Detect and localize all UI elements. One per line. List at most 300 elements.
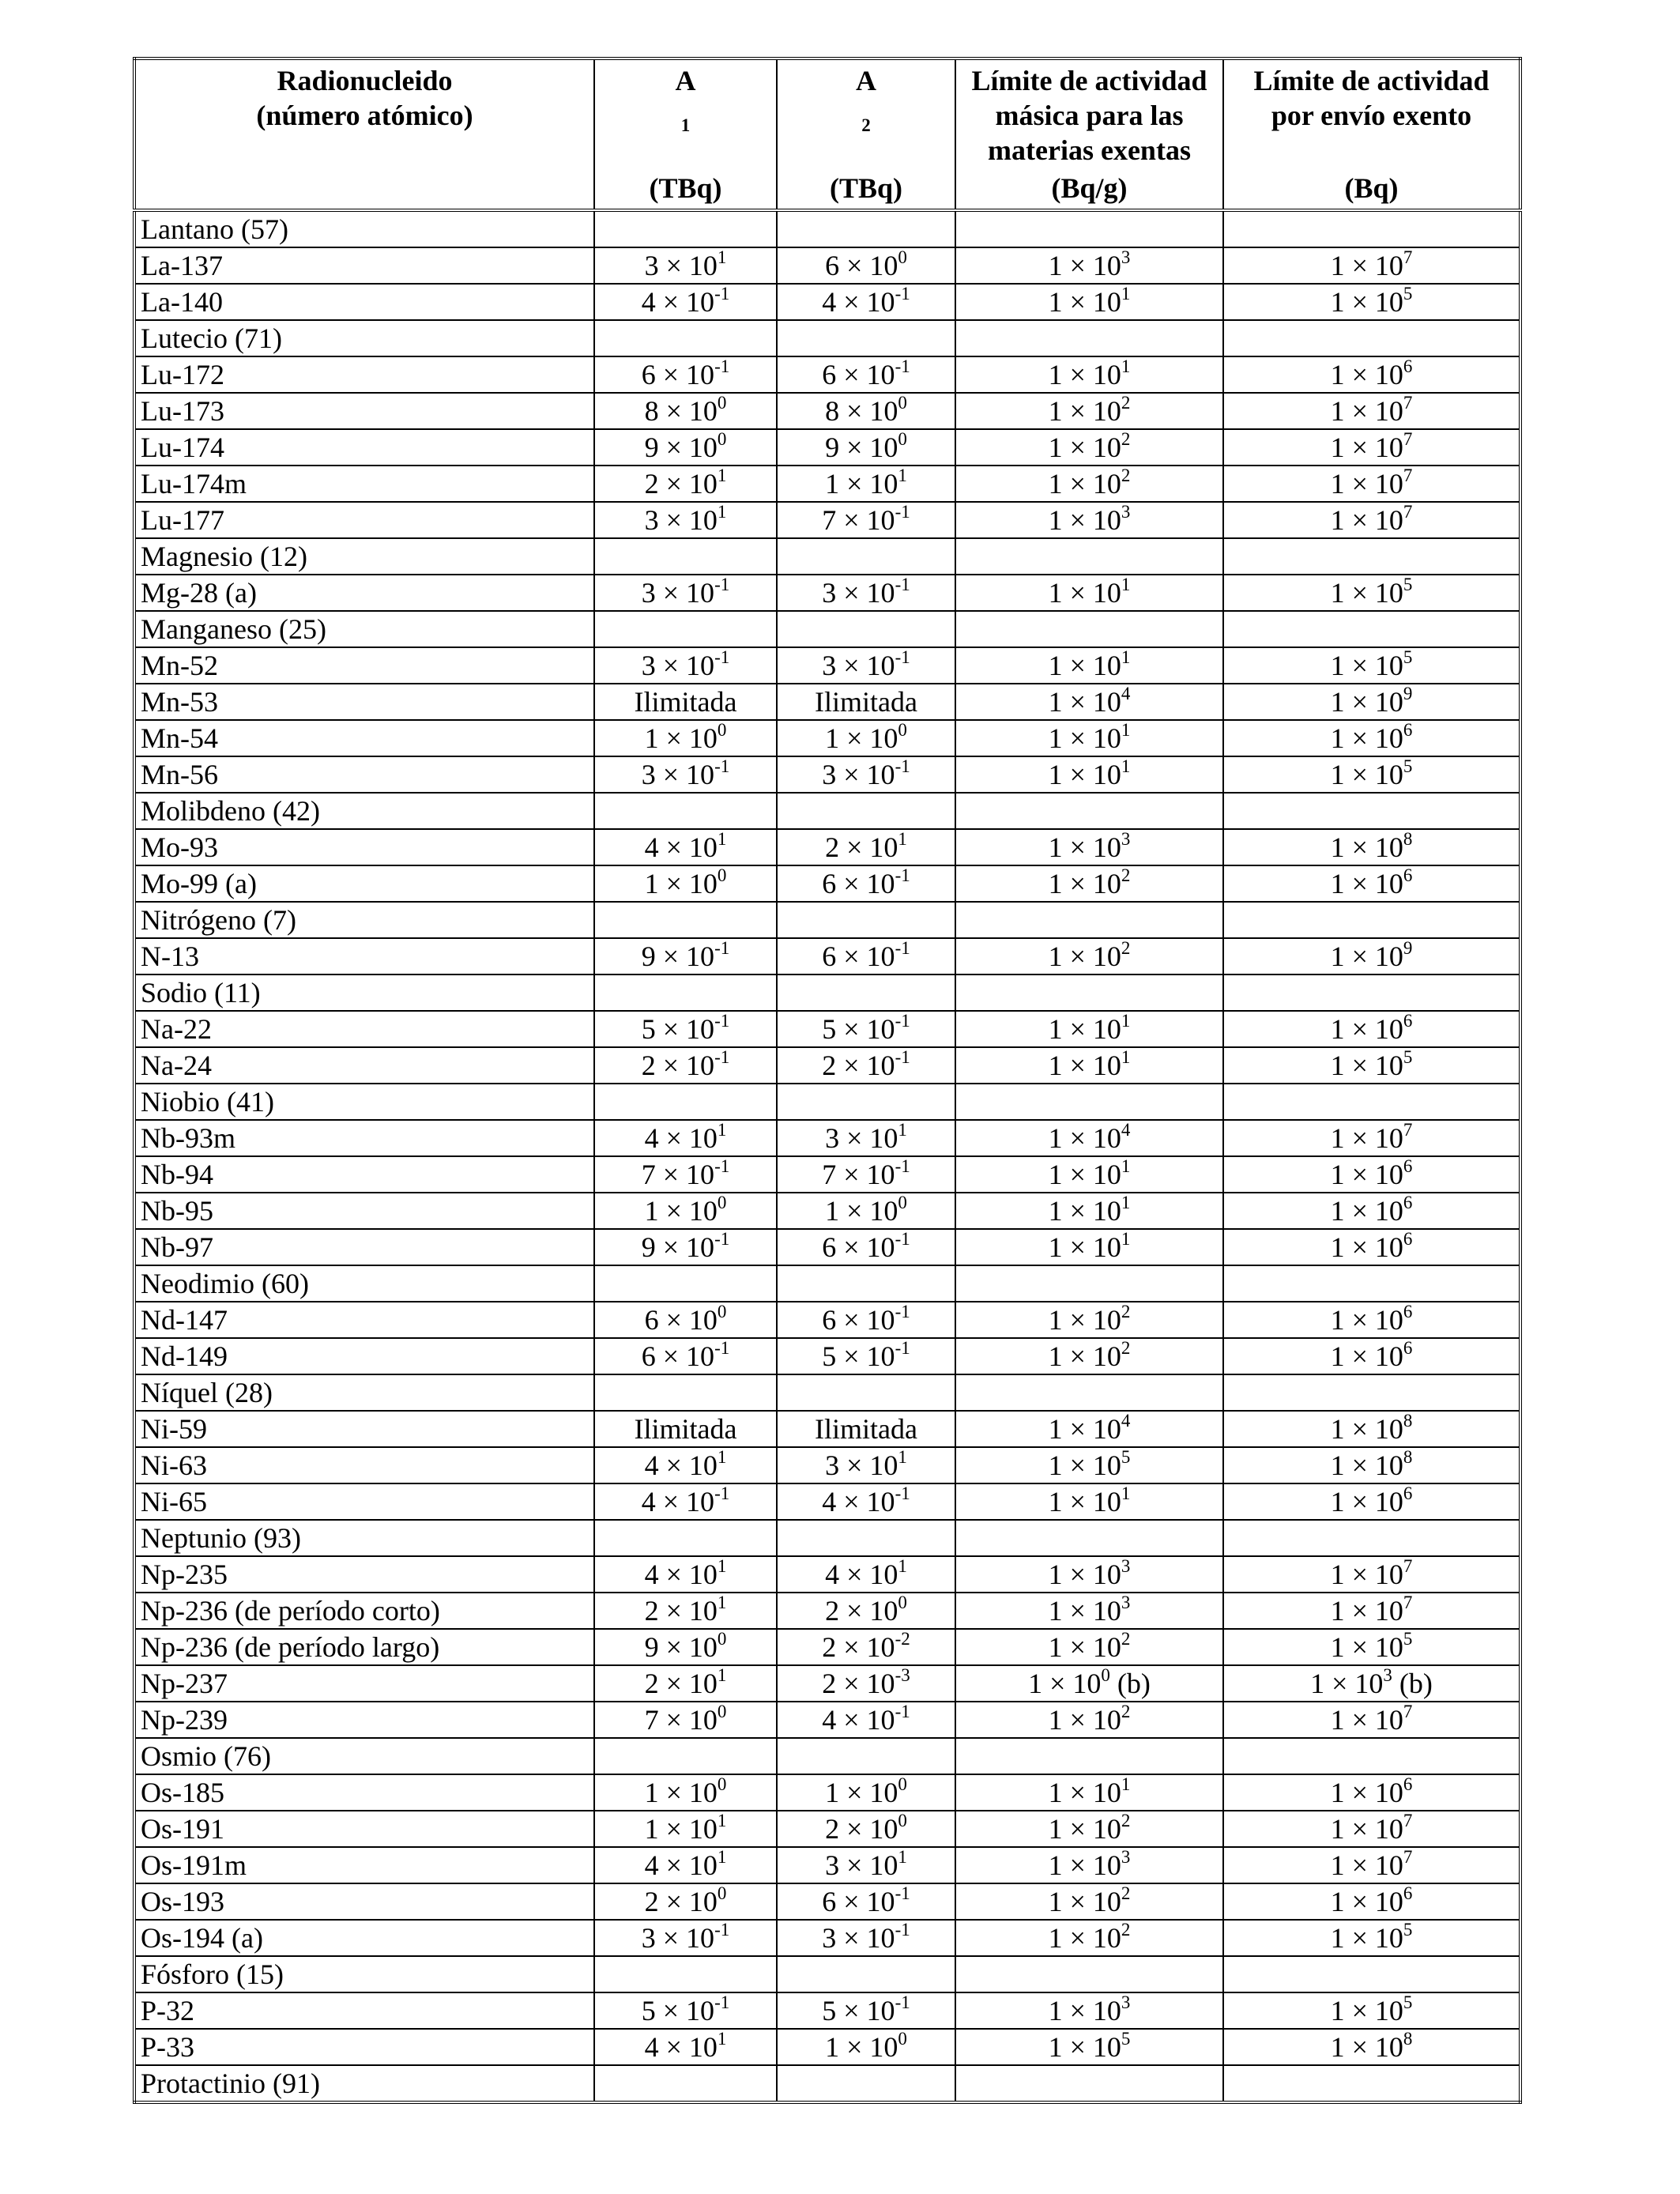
mass-limit-value: $1 \times 10^2$ [955, 1702, 1223, 1738]
nuclide-name: Lu-174 [134, 429, 594, 466]
a1-value [594, 320, 777, 356]
shipment-limit-value: $1 \times 10^5$ [1223, 1920, 1520, 1956]
a1-value: $4 \times 10^1$ [594, 1847, 777, 1883]
shipment-limit-value: $1 \times 10^6$ [1223, 1193, 1520, 1229]
a1-value: $9 \times 10^0$ [594, 1629, 777, 1665]
element-name: Magnesio (12) [134, 538, 594, 575]
a1-value: $2 \times 10^1$ [594, 1665, 777, 1702]
mass-limit-value [955, 1265, 1223, 1302]
a2-value: $6 \times 10^{-1}$ [777, 865, 955, 902]
mass-limit-value: $1 \times 10^4$ [955, 1120, 1223, 1156]
nuclide-row [134, 502, 1520, 538]
shipment-limit-value: $1 \times 10^9$ [1223, 938, 1520, 974]
element-name: Níquel (28) [134, 1374, 594, 1411]
mass-limit-value: $1 \times 10^2$ [955, 1302, 1223, 1338]
a1-value: $1 \times 10^0$ [594, 865, 777, 902]
a2-value: $2 \times 10^{-2}$ [777, 1629, 955, 1665]
nuclide-name: Os-191 [134, 1811, 594, 1847]
element-group-row [134, 1956, 1520, 1992]
nuclide-name: Np-236 (de período corto) [134, 1593, 594, 1629]
mass-limit-value [955, 793, 1223, 829]
nuclide-name: Lu-177 [134, 502, 594, 538]
a1-value: $3 \times 10^{-1}$ [594, 575, 777, 611]
a2-value: $3 \times 10^{-1}$ [777, 575, 955, 611]
shipment-limit-value [1223, 1956, 1520, 1992]
shipment-limit-value: $1 \times 10^6$ [1223, 1156, 1520, 1193]
mass-limit-value: $1 \times 10^1$ [955, 720, 1223, 756]
nuclide-row [134, 1702, 1520, 1738]
a2-value: $2 \times 10^1$ [777, 829, 955, 865]
shipment-limit-value: $1 \times 10^6$ [1223, 356, 1520, 393]
a2-value: Ilimitada [777, 1411, 955, 1447]
a1-value: $2 \times 10^{-1}$ [594, 1047, 777, 1084]
a2-value: $1 \times 10^0$ [777, 720, 955, 756]
a2-value: $3 \times 10^1$ [777, 1847, 955, 1883]
a2-value [777, 1738, 955, 1774]
mass-limit-value: $1 \times 10^2$ [955, 1920, 1223, 1956]
mass-limit-value: $1 \times 10^3$ [955, 1992, 1223, 2029]
shipment-limit-value [1223, 538, 1520, 575]
shipment-limit-value: $1 \times 10^7$ [1223, 1120, 1520, 1156]
a1-value [594, 974, 777, 1011]
mass-limit-value: $1 \times 10^1$ [955, 356, 1223, 393]
a1-value: $3 \times 10^1$ [594, 502, 777, 538]
mass-limit-value [955, 538, 1223, 575]
a1-value [594, 1520, 777, 1556]
shipment-limit-value: $1 \times 10^5$ [1223, 647, 1520, 684]
a2-value: $3 \times 10^{-1}$ [777, 647, 955, 684]
element-group-row [134, 1374, 1520, 1411]
mass-limit-value: $1 \times 10^2$ [955, 865, 1223, 902]
a2-value: $5 \times 10^{-1}$ [777, 1011, 955, 1047]
nuclide-name: Nd-147 [134, 1302, 594, 1338]
mass-limit-value: $1 \times 10^1$ [955, 1193, 1223, 1229]
element-group-row [134, 2065, 1520, 2102]
a2-value [777, 1265, 955, 1302]
nuclide-row [134, 1193, 1520, 1229]
nuclide-name: Mo-99 (a) [134, 865, 594, 902]
nuclide-name: N-13 [134, 938, 594, 974]
shipment-limit-value: $1 \times 10^7$ [1223, 1847, 1520, 1883]
nuclide-name: La-137 [134, 247, 594, 284]
a1-value [594, 210, 777, 247]
nuclide-row [134, 756, 1520, 793]
a2-value: $8 \times 10^0$ [777, 393, 955, 429]
a2-value: $1 \times 10^0$ [777, 1193, 955, 1229]
a2-value: $6 \times 10^{-1}$ [777, 938, 955, 974]
nuclide-row [134, 356, 1520, 393]
nuclide-row [134, 1665, 1520, 1702]
nuclide-row [134, 1847, 1520, 1883]
shipment-limit-value: $1 \times 10^7$ [1223, 466, 1520, 502]
a1-value: $4 \times 10^{-1}$ [594, 1483, 777, 1520]
nuclide-name: Ni-63 [134, 1447, 594, 1483]
nuclide-row [134, 1338, 1520, 1374]
header-radionuclide: Radionucleido (número atómico) [134, 58, 594, 210]
mass-limit-value: $1 \times 10^2$ [955, 1338, 1223, 1374]
shipment-limit-value: $1 \times 10^8$ [1223, 829, 1520, 865]
a2-value: $1 \times 10^0$ [777, 2029, 955, 2065]
mass-limit-value: $1 \times 10^0$ (b) [955, 1665, 1223, 1702]
document-page [133, 57, 1519, 2104]
a2-value: $3 \times 10^{-1}$ [777, 756, 955, 793]
nuclide-row [134, 1229, 1520, 1265]
a2-value [777, 2065, 955, 2102]
a1-value: $5 \times 10^{-1}$ [594, 1011, 777, 1047]
mass-limit-value: $1 \times 10^2$ [955, 466, 1223, 502]
element-name: Protactinio (91) [134, 2065, 594, 2102]
element-group-row [134, 1738, 1520, 1774]
mass-limit-value: $1 \times 10^1$ [955, 575, 1223, 611]
shipment-limit-value: $1 \times 10^7$ [1223, 1593, 1520, 1629]
nuclide-name: Np-237 [134, 1665, 594, 1702]
shipment-limit-value [1223, 611, 1520, 647]
nuclide-row [134, 247, 1520, 284]
nuclide-name: Np-239 [134, 1702, 594, 1738]
nuclide-row [134, 393, 1520, 429]
element-group-row [134, 611, 1520, 647]
a2-value: $6 \times 10^{-1}$ [777, 1302, 955, 1338]
element-group-row [134, 1520, 1520, 1556]
shipment-limit-value: $1 \times 10^6$ [1223, 1483, 1520, 1520]
element-group-row [134, 1265, 1520, 1302]
nuclide-name: Lu-173 [134, 393, 594, 429]
nuclide-name: Lu-172 [134, 356, 594, 393]
a2-value: $1 \times 10^1$ [777, 466, 955, 502]
nuclide-name: Os-194 (a) [134, 1920, 594, 1956]
mass-limit-value: $1 \times 10^3$ [955, 502, 1223, 538]
nuclide-name: Ni-65 [134, 1483, 594, 1520]
nuclide-name: Nd-149 [134, 1338, 594, 1374]
shipment-limit-value [1223, 902, 1520, 938]
nuclide-name: Np-236 (de período largo) [134, 1629, 594, 1665]
a2-value: $4 \times 10^{-1}$ [777, 1483, 955, 1520]
shipment-limit-value: $1 \times 10^7$ [1223, 1702, 1520, 1738]
shipment-limit-value: $1 \times 10^9$ [1223, 684, 1520, 720]
a1-value: $2 \times 10^0$ [594, 1883, 777, 1920]
shipment-limit-value: $1 \times 10^5$ [1223, 1992, 1520, 2029]
element-name: Sodio (11) [134, 974, 594, 1011]
shipment-limit-value [1223, 1520, 1520, 1556]
a2-value: $3 \times 10^{-1}$ [777, 1920, 955, 1956]
shipment-limit-value [1223, 1084, 1520, 1120]
a1-value: $4 \times 10^1$ [594, 1120, 777, 1156]
shipment-limit-value [1223, 1265, 1520, 1302]
mass-limit-value: $1 \times 10^1$ [955, 1156, 1223, 1193]
nuclide-row [134, 284, 1520, 320]
mass-limit-value [955, 210, 1223, 247]
a1-value: $7 \times 10^{-1}$ [594, 1156, 777, 1193]
shipment-limit-value [1223, 974, 1520, 1011]
shipment-limit-value: $1 \times 10^5$ [1223, 1047, 1520, 1084]
shipment-limit-value: $1 \times 10^6$ [1223, 1229, 1520, 1265]
a2-value: $5 \times 10^{-1}$ [777, 1992, 955, 2029]
a2-value: $4 \times 10^{-1}$ [777, 284, 955, 320]
mass-limit-value: $1 \times 10^3$ [955, 829, 1223, 865]
shipment-limit-value: $1 \times 10^5$ [1223, 1629, 1520, 1665]
a1-value: $9 \times 10^{-1}$ [594, 938, 777, 974]
nuclide-row [134, 647, 1520, 684]
a2-value [777, 793, 955, 829]
shipment-limit-value: $1 \times 10^7$ [1223, 247, 1520, 284]
a1-value: $6 \times 10^0$ [594, 1302, 777, 1338]
element-name: Manganeso (25) [134, 611, 594, 647]
a1-value: $1 \times 10^0$ [594, 1774, 777, 1811]
shipment-limit-value: $1 \times 10^7$ [1223, 1811, 1520, 1847]
nuclide-row [134, 1811, 1520, 1847]
nuclide-name: Nb-97 [134, 1229, 594, 1265]
a1-value: $5 \times 10^{-1}$ [594, 1992, 777, 2029]
mass-limit-value: $1 \times 10^1$ [955, 1229, 1223, 1265]
a1-value: $4 \times 10^{-1}$ [594, 284, 777, 320]
shipment-limit-value: $1 \times 10^8$ [1223, 1411, 1520, 1447]
a1-value: $3 \times 10^{-1}$ [594, 647, 777, 684]
element-group-row [134, 974, 1520, 1011]
nuclide-row [134, 1011, 1520, 1047]
nuclide-row [134, 1302, 1520, 1338]
mass-limit-value [955, 2065, 1223, 2102]
element-name: Neodimio (60) [134, 1265, 594, 1302]
shipment-limit-value [1223, 793, 1520, 829]
a2-value [777, 902, 955, 938]
header-mass-activity-limit: Límite de actividad másica para las materias exentas (Bq/g) [955, 58, 1223, 210]
shipment-limit-value [1223, 320, 1520, 356]
shipment-limit-value: $1 \times 10^7$ [1223, 393, 1520, 429]
shipment-limit-value [1223, 1374, 1520, 1411]
a1-value: Ilimitada [594, 1411, 777, 1447]
a1-value: $4 \times 10^1$ [594, 1556, 777, 1593]
nuclide-row [134, 1556, 1520, 1593]
nuclide-name: Mn-54 [134, 720, 594, 756]
nuclide-row [134, 1156, 1520, 1193]
a2-value [777, 1084, 955, 1120]
nuclide-name: Mg-28 (a) [134, 575, 594, 611]
nuclide-name: P-33 [134, 2029, 594, 2065]
nuclide-name: Os-191m [134, 1847, 594, 1883]
a1-value: $1 \times 10^0$ [594, 1193, 777, 1229]
a1-value: $6 \times 10^{-1}$ [594, 1338, 777, 1374]
mass-limit-value: $1 \times 10^3$ [955, 1556, 1223, 1593]
nuclide-name: P-32 [134, 1992, 594, 2029]
a1-value: $3 \times 10^{-1}$ [594, 756, 777, 793]
header-a2: A $_2$ (TBq) [777, 58, 955, 210]
a2-value: Ilimitada [777, 684, 955, 720]
a2-value: $2 \times 10^0$ [777, 1811, 955, 1847]
shipment-limit-value: $1 \times 10^5$ [1223, 575, 1520, 611]
a2-value: $6 \times 10^{-1}$ [777, 356, 955, 393]
nuclide-name: Nb-95 [134, 1193, 594, 1229]
nuclide-name: Os-185 [134, 1774, 594, 1811]
shipment-limit-value: $1 \times 10^3$ (b) [1223, 1665, 1520, 1702]
a1-value [594, 538, 777, 575]
mass-limit-value: $1 \times 10^3$ [955, 1847, 1223, 1883]
shipment-limit-value: $1 \times 10^6$ [1223, 1302, 1520, 1338]
mass-limit-value [955, 1084, 1223, 1120]
nuclide-name: Na-22 [134, 1011, 594, 1047]
element-name: Nitrógeno (7) [134, 902, 594, 938]
nuclide-row [134, 1047, 1520, 1084]
nuclide-row [134, 1447, 1520, 1483]
mass-limit-value: $1 \times 10^1$ [955, 1774, 1223, 1811]
a1-value: $6 \times 10^{-1}$ [594, 356, 777, 393]
element-name: Fósforo (15) [134, 1956, 594, 1992]
shipment-limit-value: $1 \times 10^7$ [1223, 1556, 1520, 1593]
mass-limit-value [955, 1374, 1223, 1411]
nuclide-row [134, 720, 1520, 756]
a2-value: $9 \times 10^0$ [777, 429, 955, 466]
nuclide-name: La-140 [134, 284, 594, 320]
shipment-limit-value: $1 \times 10^7$ [1223, 429, 1520, 466]
shipment-limit-value: $1 \times 10^8$ [1223, 1447, 1520, 1483]
a2-value: $4 \times 10^{-1}$ [777, 1702, 955, 1738]
a1-value: $1 \times 10^0$ [594, 720, 777, 756]
a1-value [594, 1956, 777, 1992]
nuclide-row [134, 1120, 1520, 1156]
element-group-row [134, 1084, 1520, 1120]
shipment-limit-value: $1 \times 10^6$ [1223, 1883, 1520, 1920]
mass-limit-value: $1 \times 10^3$ [955, 1593, 1223, 1629]
shipment-limit-value [1223, 2065, 1520, 2102]
a1-value: $1 \times 10^1$ [594, 1811, 777, 1847]
shipment-limit-value: $1 \times 10^6$ [1223, 1011, 1520, 1047]
nuclide-name: Ni-59 [134, 1411, 594, 1447]
element-group-row [134, 320, 1520, 356]
mass-limit-value [955, 1956, 1223, 1992]
shipment-limit-value [1223, 210, 1520, 247]
nuclide-row [134, 829, 1520, 865]
shipment-limit-value: $1 \times 10^6$ [1223, 720, 1520, 756]
a1-value [594, 1265, 777, 1302]
a2-value: $6 \times 10^0$ [777, 247, 955, 284]
nuclide-row [134, 865, 1520, 902]
nuclide-name: Nb-93m [134, 1120, 594, 1156]
a2-value: $5 \times 10^{-1}$ [777, 1338, 955, 1374]
a1-value: $8 \times 10^0$ [594, 393, 777, 429]
shipment-limit-value: $1 \times 10^6$ [1223, 865, 1520, 902]
mass-limit-value: $1 \times 10^1$ [955, 284, 1223, 320]
a1-value: $3 \times 10^{-1}$ [594, 1920, 777, 1956]
a1-value: $3 \times 10^1$ [594, 247, 777, 284]
element-name: Neptunio (93) [134, 1520, 594, 1556]
a2-value: $2 \times 10^{-3}$ [777, 1665, 955, 1702]
shipment-limit-value [1223, 1738, 1520, 1774]
a1-value [594, 611, 777, 647]
a2-value [777, 1956, 955, 1992]
mass-limit-value: $1 \times 10^2$ [955, 1811, 1223, 1847]
radionuclide-table [133, 57, 1522, 2104]
a2-value: $6 \times 10^{-1}$ [777, 1229, 955, 1265]
nuclide-name: Na-24 [134, 1047, 594, 1084]
shipment-limit-value: $1 \times 10^7$ [1223, 502, 1520, 538]
a2-value: $3 \times 10^1$ [777, 1120, 955, 1156]
mass-limit-value: $1 \times 10^2$ [955, 393, 1223, 429]
header-a1: A $_1$ (TBq) [594, 58, 777, 210]
a2-value: $7 \times 10^{-1}$ [777, 1156, 955, 1193]
nuclide-row [134, 1593, 1520, 1629]
a1-value: $4 \times 10^1$ [594, 1447, 777, 1483]
element-name: Lantano (57) [134, 210, 594, 247]
mass-limit-value [955, 611, 1223, 647]
nuclide-name: Np-235 [134, 1556, 594, 1593]
a2-value: $2 \times 10^{-1}$ [777, 1047, 955, 1084]
a1-value: $4 \times 10^1$ [594, 829, 777, 865]
a1-value: $2 \times 10^1$ [594, 1593, 777, 1629]
mass-limit-value: $1 \times 10^3$ [955, 247, 1223, 284]
nuclide-name: Mn-53 [134, 684, 594, 720]
mass-limit-value: $1 \times 10^4$ [955, 1411, 1223, 1447]
a2-value: $7 \times 10^{-1}$ [777, 502, 955, 538]
mass-limit-value: $1 \times 10^1$ [955, 1483, 1223, 1520]
shipment-limit-value: $1 \times 10^6$ [1223, 1338, 1520, 1374]
nuclide-name: Mn-56 [134, 756, 594, 793]
nuclide-row [134, 1920, 1520, 1956]
mass-limit-value: $1 \times 10^1$ [955, 1011, 1223, 1047]
nuclide-name: Os-193 [134, 1883, 594, 1920]
shipment-limit-value: $1 \times 10^8$ [1223, 2029, 1520, 2065]
mass-limit-value: $1 \times 10^1$ [955, 1047, 1223, 1084]
nuclide-name: Mn-52 [134, 647, 594, 684]
nuclide-row [134, 1411, 1520, 1447]
a2-value [777, 210, 955, 247]
mass-limit-value [955, 1520, 1223, 1556]
a2-value [777, 538, 955, 575]
nuclide-name: Lu-174m [134, 466, 594, 502]
nuclide-row [134, 1629, 1520, 1665]
a2-value: $1 \times 10^0$ [777, 1774, 955, 1811]
a1-value: $7 \times 10^0$ [594, 1702, 777, 1738]
mass-limit-value: $1 \times 10^5$ [955, 2029, 1223, 2065]
element-name: Niobio (41) [134, 1084, 594, 1120]
element-name: Lutecio (71) [134, 320, 594, 356]
nuclide-name: Mo-93 [134, 829, 594, 865]
element-group-row [134, 902, 1520, 938]
mass-limit-value: $1 \times 10^1$ [955, 756, 1223, 793]
element-group-row [134, 793, 1520, 829]
a2-value [777, 1374, 955, 1411]
mass-limit-value [955, 320, 1223, 356]
a2-value [777, 611, 955, 647]
nuclide-row [134, 1774, 1520, 1811]
nuclide-row [134, 684, 1520, 720]
nuclide-row [134, 1483, 1520, 1520]
nuclide-name: Nb-94 [134, 1156, 594, 1193]
nuclide-row [134, 466, 1520, 502]
mass-limit-value: $1 \times 10^2$ [955, 1629, 1223, 1665]
mass-limit-value: $1 \times 10^2$ [955, 429, 1223, 466]
a2-value [777, 320, 955, 356]
a1-value [594, 2065, 777, 2102]
a1-value [594, 1084, 777, 1120]
shipment-limit-value: $1 \times 10^5$ [1223, 756, 1520, 793]
a1-value: $9 \times 10^{-1}$ [594, 1229, 777, 1265]
element-group-row [134, 538, 1520, 575]
a2-value [777, 974, 955, 1011]
shipment-limit-value: $1 \times 10^5$ [1223, 284, 1520, 320]
a1-value [594, 902, 777, 938]
a2-value: $2 \times 10^0$ [777, 1593, 955, 1629]
mass-limit-value: $1 \times 10^5$ [955, 1447, 1223, 1483]
mass-limit-value: $1 \times 10^4$ [955, 684, 1223, 720]
nuclide-row [134, 429, 1520, 466]
a2-value: $3 \times 10^1$ [777, 1447, 955, 1483]
a2-value: $6 \times 10^{-1}$ [777, 1883, 955, 1920]
nuclide-row [134, 938, 1520, 974]
nuclide-row [134, 1992, 1520, 2029]
mass-limit-value [955, 1738, 1223, 1774]
a1-value: $9 \times 10^0$ [594, 429, 777, 466]
mass-limit-value [955, 902, 1223, 938]
element-name: Osmio (76) [134, 1738, 594, 1774]
